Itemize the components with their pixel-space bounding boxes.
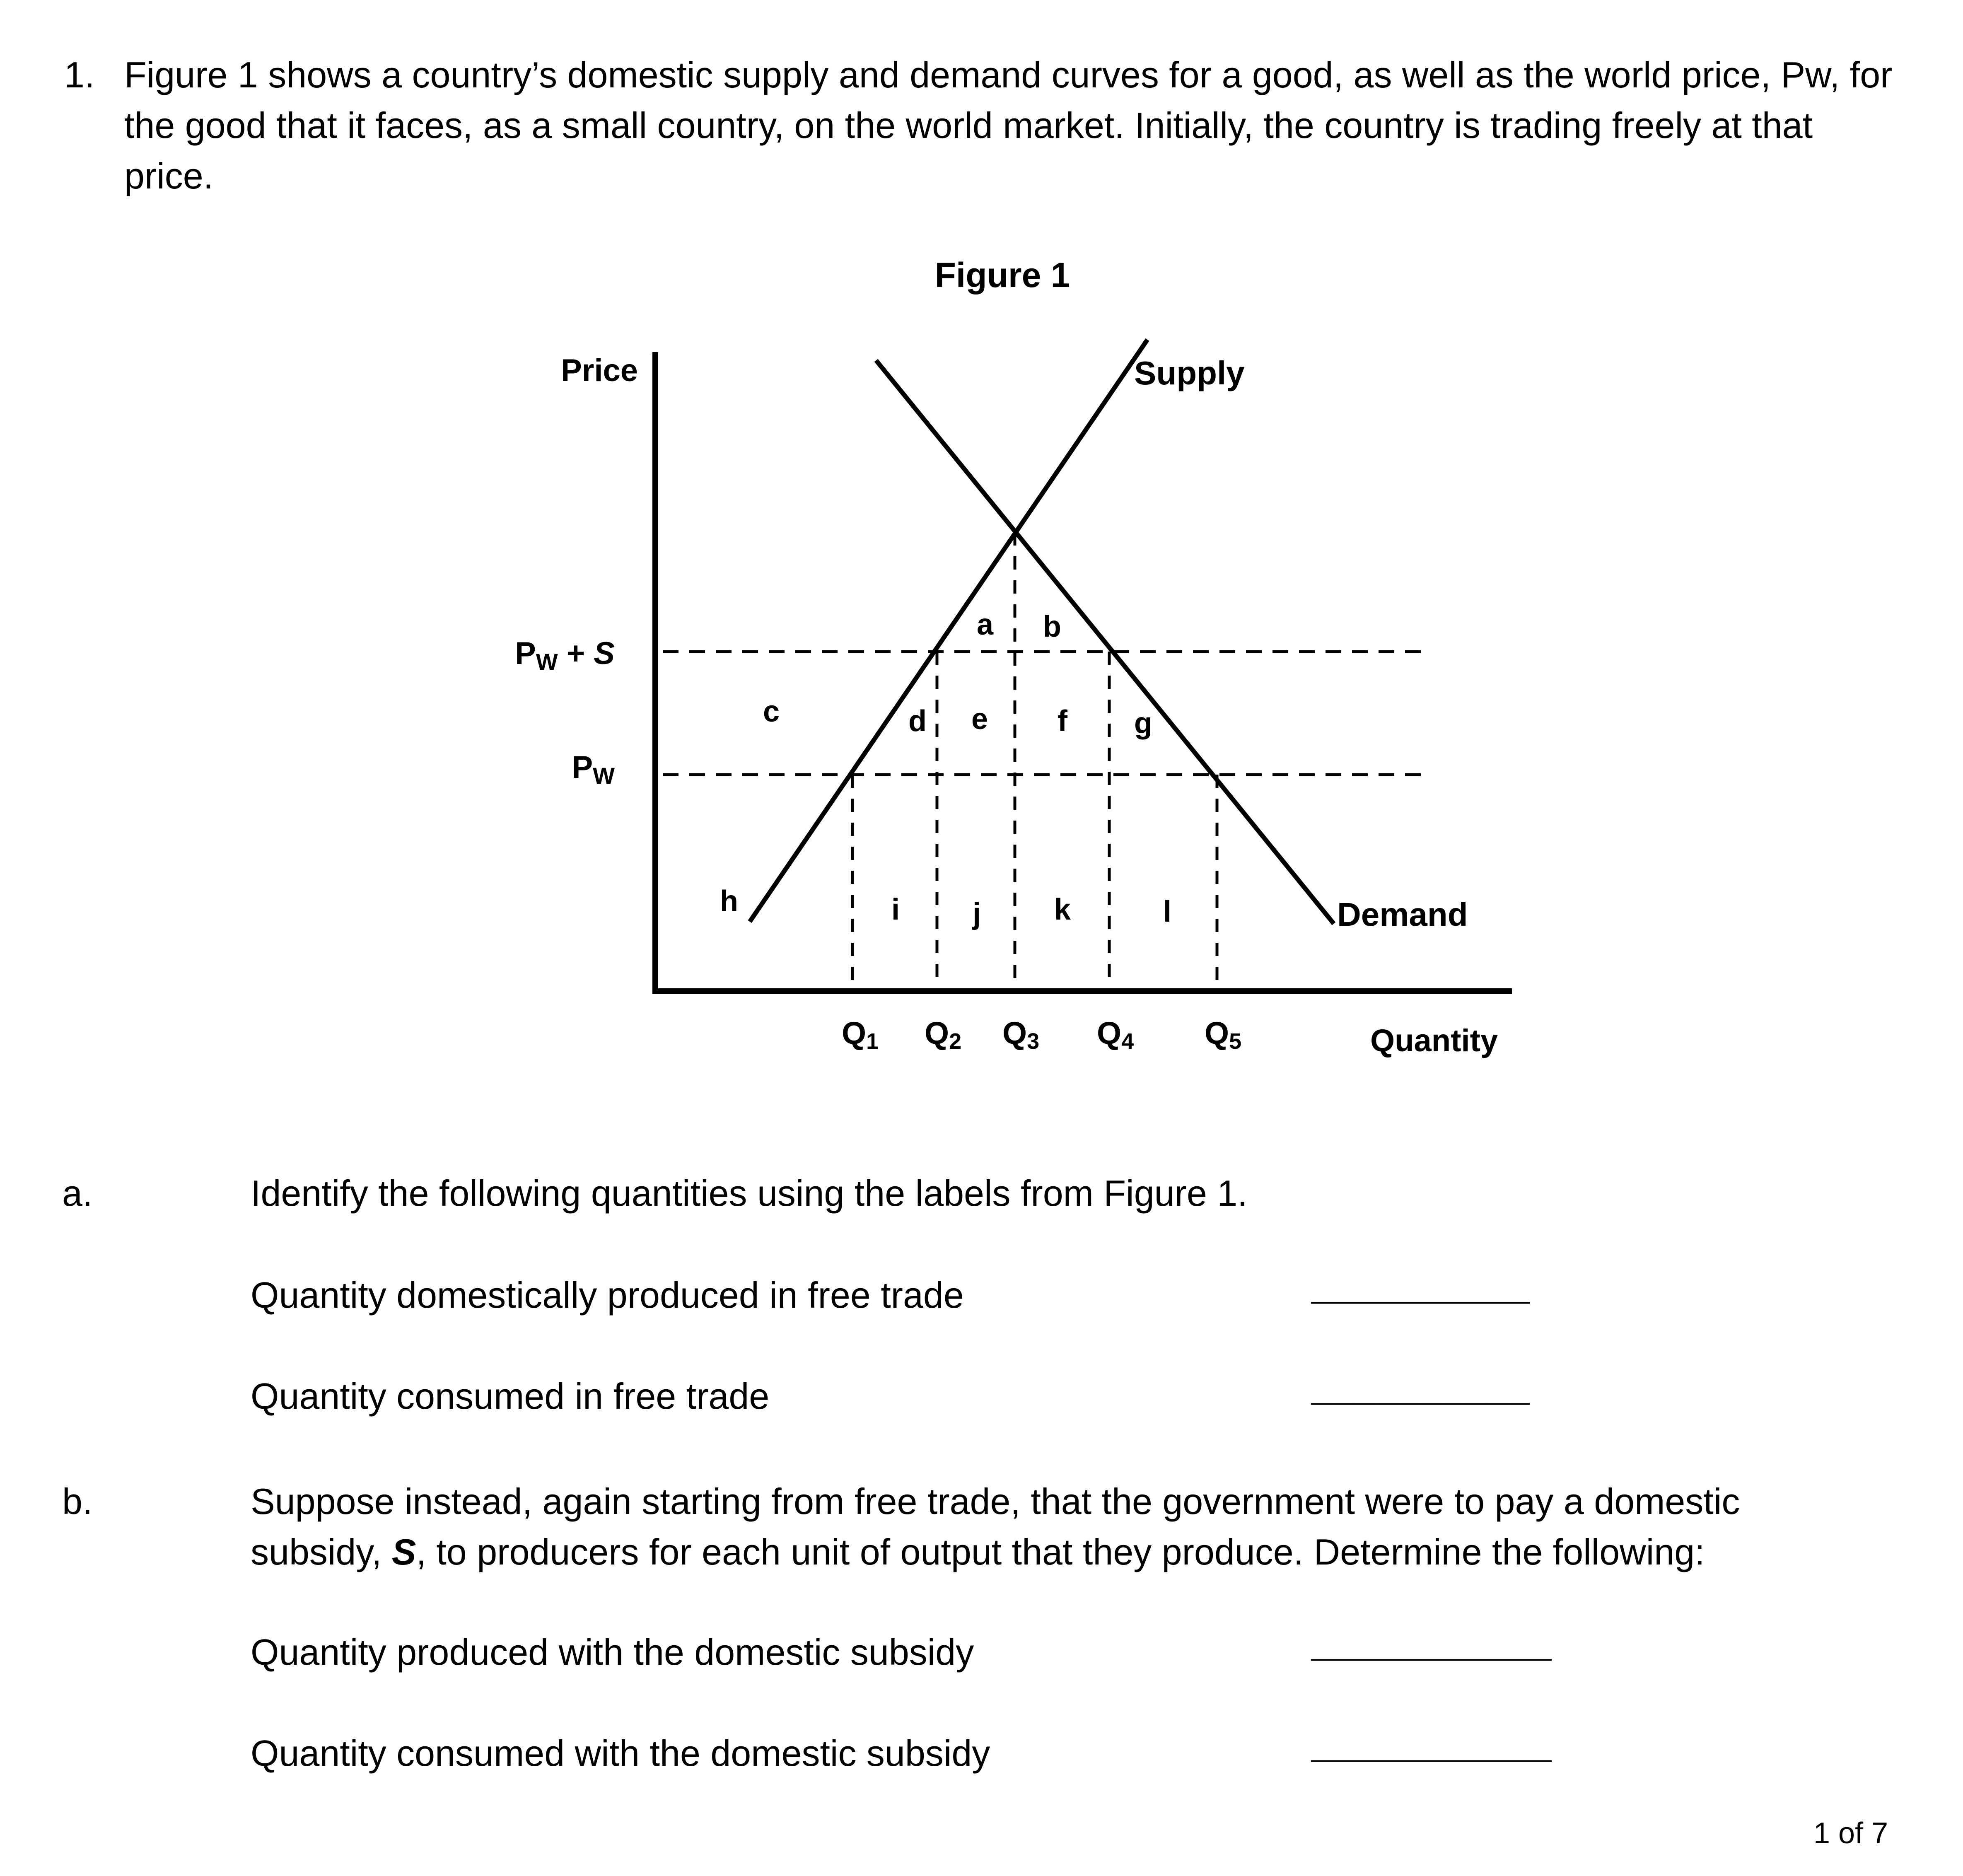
demand-label: Demand <box>1337 896 1468 933</box>
part-b-subsidy-symbol: S <box>391 1531 416 1572</box>
q4-label: Q4 <box>1097 1016 1134 1054</box>
part-b-intro <box>251 1476 1866 1577</box>
region-g-label: g <box>1134 707 1152 740</box>
region-e-label: e <box>971 703 988 736</box>
region-h-label: h <box>720 885 738 918</box>
part-b-item-1-text: Quantity produced with the domestic subsidy <box>251 1632 974 1673</box>
x-axis-label: Quantity <box>1370 1023 1498 1058</box>
supply-curve <box>750 340 1147 922</box>
part-a-item-1-text: Quantity domestically produced in free trade <box>251 1275 964 1316</box>
question-text: Figure 1 shows a country’s domestic supply and demand curves for a good, as well as the world price, Pw, for the good that it faces, as a small country, on the world market. Initially, the country is trading freely at that price. <box>124 54 1893 196</box>
part-b-item-2-answer-blank[interactable]: ___________ <box>1311 1728 1552 1769</box>
region-k-label: k <box>1054 893 1071 926</box>
part-a-item-1-answer-blank[interactable]: __________ <box>1311 1270 1530 1311</box>
q2-label: Q2 <box>925 1016 962 1054</box>
region-f-label: f <box>1058 705 1067 738</box>
region-d-label: d <box>908 705 927 738</box>
part-a-label: a. <box>62 1173 93 1214</box>
price-world-label: PW <box>572 750 615 789</box>
region-b-label: b <box>1043 610 1061 643</box>
region-j-label: j <box>972 897 981 930</box>
part-b-item-2-text: Quantity consumed with the domestic subsidy <box>251 1733 990 1774</box>
q1-label: Q1 <box>842 1016 879 1054</box>
page-number: 1 of 7 <box>1813 1817 1888 1850</box>
part-a-item-2-text: Quantity consumed in free trade <box>251 1376 770 1417</box>
region-i-label: i <box>891 893 900 926</box>
price-subsidy-label: PW + S <box>515 636 615 675</box>
q3-label: Q3 <box>1002 1016 1040 1054</box>
y-axis-label: Price <box>561 353 638 388</box>
demand-curve <box>876 360 1334 924</box>
region-c-label: c <box>763 695 780 728</box>
part-b-label: b. <box>62 1481 93 1522</box>
part-b-intro-text-2: , to producers for each unit of output that they produce. Determine the following: <box>416 1531 1705 1572</box>
part-b-intro-text-1: Suppose instead, again starting from free trade, that the government were to pay a domestic subsidy, <box>251 1481 1740 1572</box>
figure-title: Figure 1 <box>934 256 1070 295</box>
q5-label: Q5 <box>1205 1016 1242 1054</box>
question-number: 1. <box>64 54 95 95</box>
part-a-intro: Identify the following quantities using the labels from Figure 1. <box>251 1173 1248 1214</box>
part-b-item-1-answer-blank[interactable]: ___________ <box>1311 1627 1552 1668</box>
region-l-label: l <box>1163 895 1172 928</box>
supply-label: Supply <box>1134 355 1245 391</box>
part-a-item-2-answer-blank[interactable]: __________ <box>1311 1371 1530 1412</box>
region-a-label: a <box>976 608 994 641</box>
